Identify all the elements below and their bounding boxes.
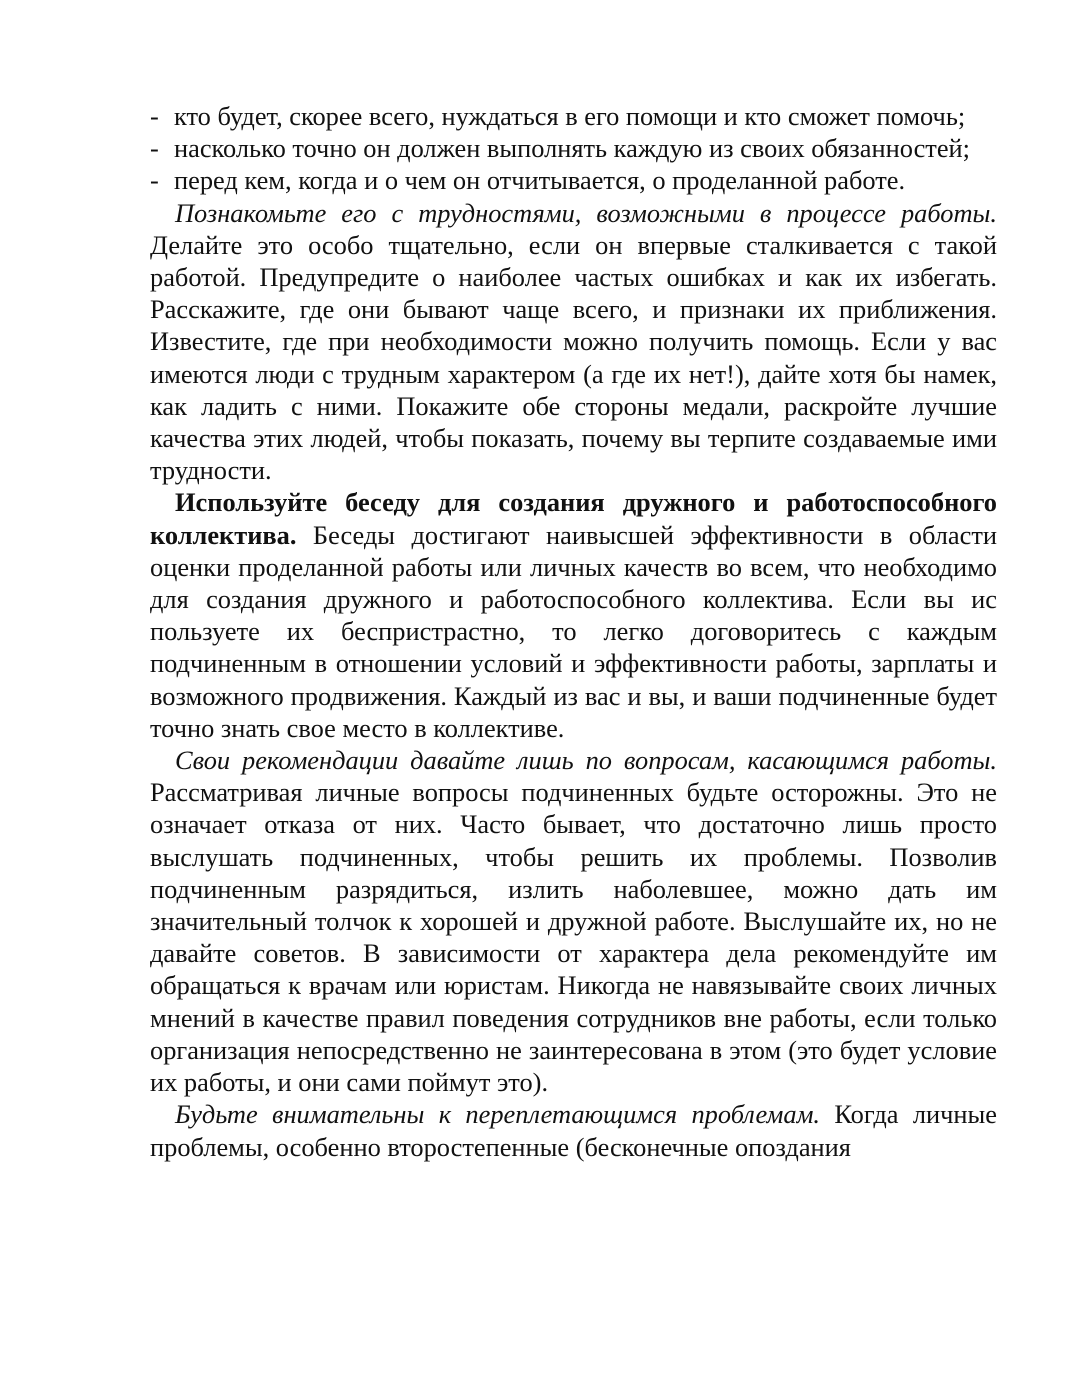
document-page: [150, 100, 997, 1163]
list-item: [150, 164, 997, 196]
paragraph-lead-italic: Познакомьте его с трудностями, возможными в процессе работы.: [175, 197, 997, 228]
list-item-text: кто будет, скорее всего, нуждаться в его помощи и кто сможет помочь;: [174, 101, 966, 131]
paragraph-lead-italic: Свои рекомендации давайте лишь по вопросам, касающимся работы.: [175, 745, 997, 776]
paragraph-lead-italic: Будьте внимательны к переплетающимся проблемам.: [175, 1099, 821, 1130]
paragraph-difficulties: [150, 197, 997, 487]
paragraph-body: Делайте это особо тщательно, если он впервые сталкивается с такой работой. Предупредите о наиболее частых ошибках и как их избегать. Расскажите, где они бывают чаще всего, и признаки их приближения. Известите, где при необходимости можно получить помощь. Если у вас имеются люди с трудным характером (а где их нет!), дайте хотя бы намек, как ладить с ними. Покажите обе стороны медали, раскройте лучшие качества этих людей, чтобы показать, почему вы терпите создаваемые ими трудности.: [150, 229, 997, 486]
paragraph-recommendations: [150, 744, 997, 1098]
list-item-text: насколько точно он должен выполнять каждую из своих обязанностей;: [174, 133, 970, 164]
paragraph-body: Когда личные проблемы, особенно второстепенные (бесконечные опоздания: [150, 1099, 997, 1162]
paragraph-body: Беседы достигают наивысшей эффективности в области оценки проделанной работы или личных качеств во всем, что необходимо для создания дружного и работоспособного коллектива. Если вы ис пользуете их беспристрастно, то легко договоритесь с каждым подчиненным в отношении условий и эффективности работы, зарплаты и возможного продвижения. Каждый из вас и вы, и ваши подчиненные будет точно знать свое место в коллективе.: [150, 519, 997, 743]
list-dash: -: [150, 101, 159, 131]
list-item-text: перед кем, когда и о чем он отчитывается, о проделанной работе.: [174, 165, 906, 196]
paragraph-team-building: [150, 486, 997, 744]
list-dash: -: [150, 165, 159, 196]
list-dash: -: [150, 133, 159, 164]
paragraph-body: Рассматривая личные вопросы подчиненных будьте осторожны. Это не означает отказа от них. Часто бывает, что достаточно лишь просто выслушать подчиненных, чтобы решить их проблемы. Позволив подчиненным разрядиться, излить наболевшее, можно дать им значительный толчок к хорошей и дружной работе. Выслушайте их, но не давайте советов. В зависимости от характера дела рекомендуйте им обращаться к врачам или юристам. Никогда не навязывайте своих личных мнений в качестве правил поведения сотрудников вне работы, если только организация непосредственно не заинтересована в этом (это будет условие их работы, и они сами поймут это).: [150, 777, 997, 1098]
list-item: [150, 132, 997, 164]
paragraph-lead-bold: Используйте беседу для создания дружного и работоспособного коллектива.: [150, 487, 997, 550]
list-item: [150, 100, 997, 132]
paragraph-interwoven-problems: [150, 1098, 997, 1162]
